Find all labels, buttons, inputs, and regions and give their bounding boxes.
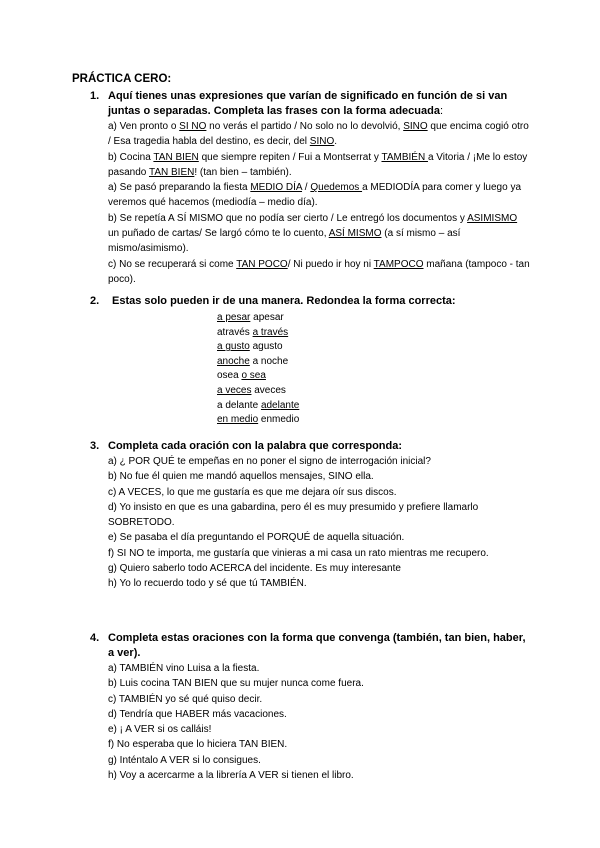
word-pair-row [217,326,299,341]
word-option: agusto [252,341,283,353]
paragraph-b: b) Cocina TAN BIEN que siempre repiten / Fui a Montserrat y TAMBIÉN a Vitoria / ¡Me lo estoy pasando TAN BIEN! (tan bien – también). [108,151,528,178]
list-item: b) Luis cocina TAN BIEN que su mujer nunca come fuera. [108,678,364,690]
paragraph-a: a) Ven pronto o SI NO no verás el partido / No solo no lo devolvió, SINO que encima cogió otro / Esa tragedia habla del destino, es decir, del SINO. [108,121,529,148]
word-option: en medio [217,414,259,426]
section-4-list [90,661,530,783]
list-item: d) Yo insisto en que es una gabardina, pero él es muy presumido y prefiere llamarlo SOBRETODO. [108,501,479,529]
section-2 [90,294,530,309]
word-option: o sea [241,370,266,382]
paragraph-c: a) Se pasó preparando la fiesta MEDIO DÍA / Quedemos a MEDIODÍA para comer y luego ya veremos qué hacemos (mediodía – medio día). [108,182,522,209]
section-3-list [90,454,530,592]
section-number: 3. [90,440,100,452]
list-item: g) Inténtalo A VER si lo consigues. [108,754,261,766]
list-item: b) No fue él quien me mandó aquellos mensajes, SINO ella. [108,471,374,483]
heading-text: Aquí tienes unas expresiones que varían de significado en función de si van juntas o separadas. Completa las frases con la forma adecuada [108,90,508,117]
page-title: PRÁCTICA CERO: [72,73,172,85]
word-option: a través [252,326,289,338]
word-option: a pesar [217,312,251,323]
word-option: enmedio [260,414,300,426]
heading-text: Completa cada oración con la palabra que corresponda: [108,440,403,452]
section-1 [90,89,530,287]
word-option: aveces [254,384,286,396]
paragraph-e: c) No se recuperará si come TAN POCO/ Ni puedo ir hoy ni TAMPOCO mañana (tampoco - tan poco). [108,258,530,285]
word-option: anoche [217,355,250,367]
section-number: 2. [90,295,100,307]
list-item: a) ¿ POR QUÉ te empeñas en no poner el signo de interrogación inicial? [108,456,431,467]
list-item: a) TAMBIÉN vino Luisa a la fiesta. [108,663,260,674]
section-4 [90,631,530,783]
list-item: c) A VECES, lo que me gustaría es que me dejara oír sus discos. [108,486,397,498]
list-item: d) Tendría que HABER más vacaciones. [108,708,287,720]
word-pair-row [217,355,299,370]
word-pair-row [217,340,299,355]
list-item: f) SI NO te importa, me gustaría que vinieras a mi casa un rato mientras me recupero. [108,547,489,559]
word-option: adelante [260,399,300,411]
section-1-heading [90,89,530,119]
list-item: g) Quiero saberlo todo ACERCA del incidente. Es muy interesante [108,563,401,575]
heading-text: Estas solo pueden ir de una manera. Redondea la forma correcta: [112,295,456,307]
word-pair-row [217,413,299,428]
word-option: a delante [217,399,259,411]
list-item: h) Yo lo recuerdo todo y sé que tú TAMBIÉN. [108,578,307,590]
list-item: h) Voy a acercarme a la librería A VER si tienen el libro. [108,770,354,782]
list-item: e) Se pasaba el día preguntando el PORQUÉ de aquella situación. [108,532,405,544]
section-number: 4. [90,632,100,644]
section-3 [90,439,530,592]
word-option: a gusto [217,341,250,353]
section-4-heading [90,631,530,661]
section-1-body [90,119,530,287]
list-item: f) No esperaba que lo hiciera TAN BIEN. [108,739,288,751]
word-pair-row [217,369,299,384]
heading-text: Completa estas oraciones con la forma que convenga (también, tan bien, haber, a ver). [108,632,526,659]
heading-colon: : [439,105,444,117]
word-pair-row [217,384,299,399]
word-option: através [217,326,250,338]
paragraph-d: b) Se repetía A SÍ MISMO que no podía ser cierto / Le entregó los documentos y ASIMISMO un puñado de cartas/ Se largó cómo te lo cuento, ASÍ MISMO (a sí mismo – así mismo/asimismo). [108,212,518,255]
word-pairs-list [217,311,299,428]
section-2-heading [90,294,530,309]
word-option: a veces [217,384,252,396]
section-3-heading [90,439,530,454]
word-option: osea [217,370,239,382]
word-option: apesar [253,312,284,323]
list-item: e) ¡ A VER si os calláis! [108,724,212,736]
section-number: 1. [90,90,100,102]
word-option: a noche [252,355,289,367]
word-pair-row [217,311,299,326]
word-pair-row [217,399,299,414]
list-item: c) TAMBIÉN yo sé qué quiso decir. [108,693,263,705]
